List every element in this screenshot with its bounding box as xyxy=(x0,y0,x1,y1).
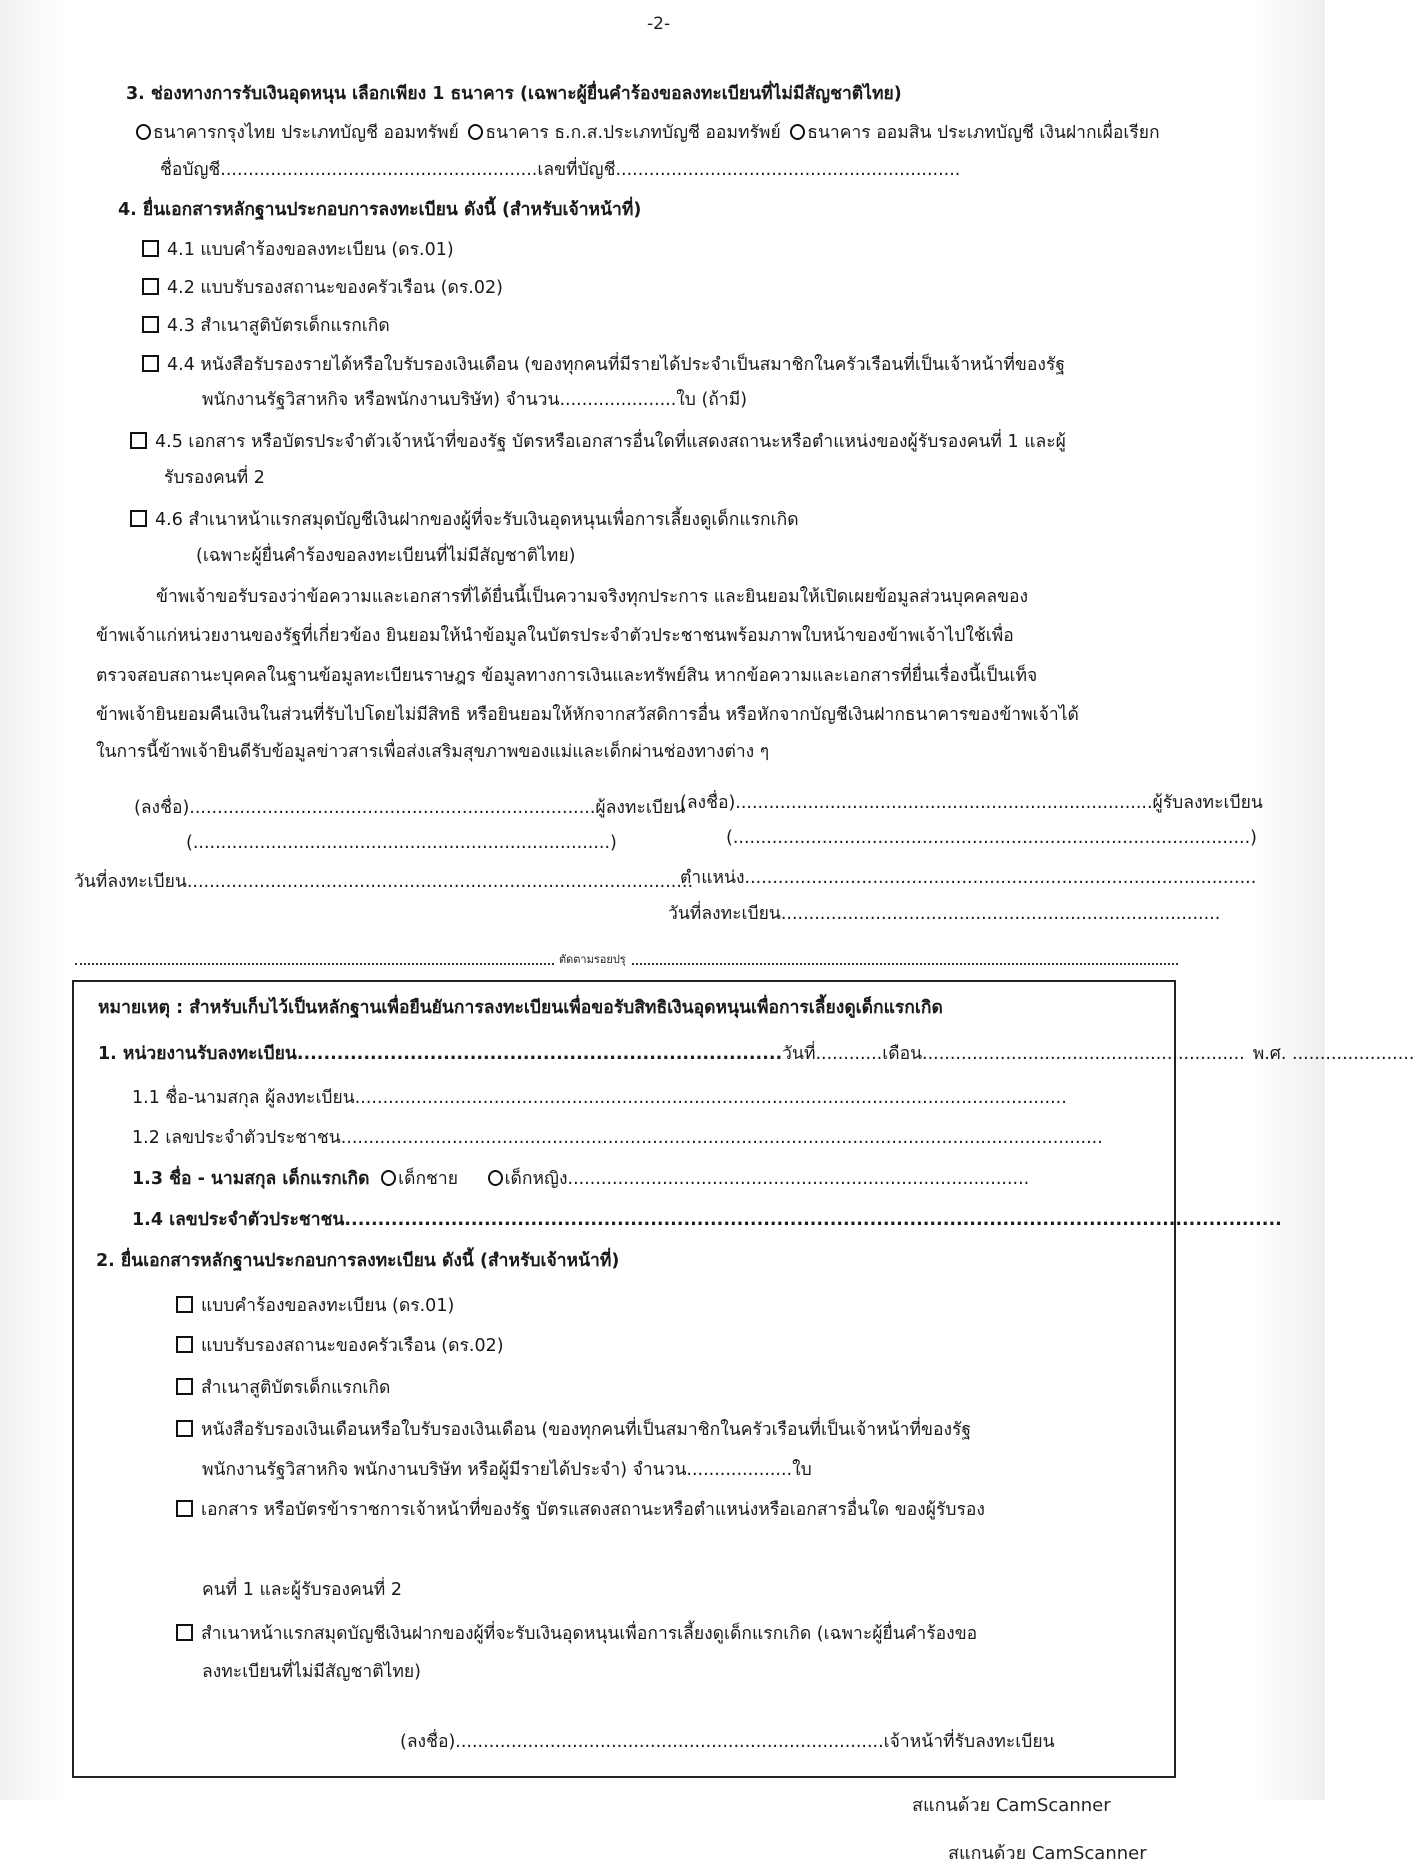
note-checkbox-2[interactable] xyxy=(176,1336,193,1353)
camscanner-watermark-1: สแกนด้วย CamScanner xyxy=(912,1795,1111,1816)
receiver-signature-line[interactable]: (ลงชื่อ)...........................................................................ผู้รับลงทะเบียน xyxy=(680,793,1263,813)
note-heading: หมายเหตุ : สำหรับเก็บไว้เป็นหลักฐานเพื่อยืนยันการลงทะเบียนเพื่อขอรับสิทธิเงินอุดหนุนเพื่อการเลี้ยงดูเด็กแรกเกิด xyxy=(98,998,943,1018)
declaration-line-2: ข้าพเจ้าแก่หน่วยงานของรัฐที่เกี่ยวข้อง ยินยอมให้นำข้อมูลในบัตรประจำตัวประชาชนพร้อมภาพใบหน้าของข้าพเจ้าไปใช้เพื่อ xyxy=(96,626,1014,646)
note-doc-5 xyxy=(176,1500,985,1520)
doc-item-4-4 xyxy=(142,355,1065,375)
note-doc-4 xyxy=(176,1420,971,1440)
note-month-field[interactable]: เดือน.......................................................... xyxy=(882,1044,1245,1064)
checkbox-4-6[interactable] xyxy=(130,510,147,527)
note-doc-6 xyxy=(176,1624,977,1644)
registrant-date-line[interactable]: วันที่ลงทะเบียน........................................................................................... xyxy=(74,872,694,892)
checkbox-4-2[interactable] xyxy=(142,278,159,295)
note-doc-1 xyxy=(176,1296,454,1316)
note-newborn-row xyxy=(132,1170,1029,1189)
note-newborn-id[interactable]: 1.4 เลขประจำตัวประชาชน............................................................................................................................................. xyxy=(132,1210,1282,1230)
note-checkbox-1[interactable] xyxy=(176,1296,193,1313)
doc-item-4-6 xyxy=(130,510,799,530)
note-doc-2 xyxy=(176,1336,504,1356)
note-docs-heading: 2. ยื่นเอกสารหลักฐานประกอบการลงทะเบียน ดังนี้ (สำหรับเจ้าหน้าที่) xyxy=(96,1251,620,1271)
note-checkbox-4[interactable] xyxy=(176,1420,193,1437)
note-doc-6-label: สำเนาหน้าแรกสมุดบัญชีเงินฝากของผู้ที่จะรับเงินอุดหนุนเพื่อการเลี้ยงดูเด็กแรกเกิด (เฉพาะผู้ยื่นคำร้องขอ xyxy=(201,1624,978,1644)
checkbox-4-4[interactable] xyxy=(142,355,159,372)
bank-option-gsb: ธนาคาร ออมสิน ประเภทบัญชี เงินฝากเผื่อเรียก xyxy=(807,123,1160,143)
scan-shadow-left xyxy=(0,0,64,1800)
radio-boy[interactable] xyxy=(381,1170,396,1186)
note-registrant-name[interactable]: 1.1 ชื่อ-นามสกุล ผู้ลงทะเบียน................................................................................................................................ xyxy=(132,1088,1067,1108)
note-year-field[interactable]: พ.ศ. ...................... xyxy=(1252,1044,1414,1064)
doc-item-4-6-label: 4.6 สำเนาหน้าแรกสมุดบัญชีเงินฝากของผู้ที่จะรับเงินอุดหนุนเพื่อการเลี้ยงดูเด็กแรกเกิด xyxy=(155,510,799,530)
officer-signature-line[interactable]: (ลงชื่อ).............................................................................เจ้าหน้าที่รับลงทะเบียน xyxy=(400,1732,1055,1752)
page-number: -2- xyxy=(647,14,671,34)
note-boy-label: เด็กชาย xyxy=(398,1169,458,1189)
checkbox-4-3[interactable] xyxy=(142,316,159,333)
registrant-signature-line[interactable]: (ลงชื่อ).........................................................................ผู้ลงทะเบียน xyxy=(134,798,686,818)
doc-item-4-1 xyxy=(142,240,454,260)
section-3-heading: 3. ช่องทางการรับเงินอุดหนุน เลือกเพียง 1 ธนาคาร (เฉพาะผู้ยื่นคำร้องขอลงทะเบียนที่ไม่มีสัญชาติไทย) xyxy=(126,84,902,104)
doc-item-4-3 xyxy=(142,316,390,336)
account-name-number-line: ชื่อบัญชี.........................................................เลขที่บัญชี.............................................................. xyxy=(160,160,961,180)
doc-item-4-5 xyxy=(130,432,1066,452)
note-doc-3 xyxy=(176,1378,390,1398)
receiver-date-line[interactable]: วันที่ลงทะเบียน............................................................................... xyxy=(668,904,1221,924)
bank-option-baac: ธนาคาร ธ.ก.ส.ประเภทบัญชี ออมทรัพย์ xyxy=(485,123,781,143)
note-doc-5-continued: คนที่ 1 และผู้รับรองคนที่ 2 xyxy=(202,1580,402,1600)
scan-shadow-right xyxy=(1255,0,1325,1800)
declaration-line-3: ตรวจสอบสถานะบุคคลในฐานข้อมูลทะเบียนราษฎร ข้อมูลทางการเงินและทรัพย์สิน หากข้อความและเอกสารที่ยื่นเรื่องนี้เป็นเท็จ xyxy=(96,666,1038,686)
doc-item-4-6-continued: (เฉพาะผู้ยื่นคำร้องขอลงทะเบียนที่ไม่มีสัญชาติไทย) xyxy=(196,546,576,566)
doc-item-4-4-label: 4.4 หนังสือรับรองรายได้หรือใบรับรองเงินเดือน (ของทุกคนที่มีรายได้ประจำเป็นสมาชิกในครัวเรือนที่เป็นเจ้าหน้าที่ของรัฐ xyxy=(167,355,1065,375)
note-checkbox-6[interactable] xyxy=(176,1624,193,1641)
note-newborn-label: 1.3 ชื่อ - นามสกุล เด็กแรกเกิด xyxy=(132,1169,370,1189)
section-4-heading: 4. ยื่นเอกสารหลักฐานประกอบการลงทะเบียน ดังนี้ (สำหรับเจ้าหน้าที่) xyxy=(118,200,642,220)
doc-item-4-1-label: 4.1 แบบคำร้องขอลงทะเบียน (ดร.01) xyxy=(167,240,454,260)
note-doc-3-label: สำเนาสูติบัตรเด็กแรกเกิด xyxy=(201,1378,391,1398)
receiver-name-line[interactable]: (.............................................................................................) xyxy=(726,828,1257,848)
declaration-line-5: ในการนี้ข้าพเจ้ายินดีรับข้อมูลข่าวสารเพื่อส่งเสริมสุขภาพของแม่และเด็กผ่านช่องทางต่าง ๆ xyxy=(96,742,770,762)
doc-item-4-5-continued: รับรองคนที่ 2 xyxy=(164,468,265,488)
checkbox-4-5[interactable] xyxy=(130,432,147,449)
note-day-field[interactable]: วันที่............ xyxy=(782,1044,883,1064)
note-doc-5-label: เอกสาร หรือบัตรข้าราชการเจ้าหน้าที่ของรัฐ บัตรแสดงสถานะหรือตำแหน่งหรือเอกสารอื่นใด ของผู้รับรอง xyxy=(201,1500,985,1520)
cut-label: ตัดตามรอยปรุ xyxy=(555,950,630,968)
radio-baac[interactable] xyxy=(468,124,483,140)
receiver-position-line[interactable]: ตำแหน่ง............................................................................................ xyxy=(680,868,1257,888)
doc-item-4-3-label: 4.3 สำเนาสูติบัตรเด็กแรกเกิด xyxy=(167,316,390,336)
doc-item-4-4-continued: พนักงานรัฐวิสาหกิจ หรือพนักงานบริษัท) จำนวน.....................ใบ (ถ้ามี) xyxy=(202,390,748,410)
bank-options-row xyxy=(136,124,1160,143)
note-checkbox-5[interactable] xyxy=(176,1500,193,1517)
note-registrant-id[interactable]: 1.2 เลขประจำตัวประชาชน......................................................................................................................................... xyxy=(132,1128,1103,1148)
camscanner-watermark-2: สแกนด้วย CamScanner xyxy=(948,1843,1147,1864)
declaration-line-1: ข้าพเจ้าขอรับรองว่าข้อความและเอกสารที่ได้ยื่นนี้เป็นความจริงทุกประการ และยินยอมให้เปิดเผยข้อมูลส่วนบุคคลของ xyxy=(156,587,1029,607)
declaration-line-4: ข้าพเจ้ายินยอมคืนเงินในส่วนที่รับไปโดยไม่มีสิทธิ หรือยินยอมให้หักจากสวัสดิการอื่น หรือหักจากบัญชีเงินฝากธนาคารของข้าพเจ้าได้ xyxy=(96,705,1079,725)
bank-option-krungthai: ธนาคารกรุงไทย ประเภทบัญชี ออมทรัพย์ xyxy=(153,123,459,143)
note-agency-line xyxy=(98,1046,1414,1064)
note-doc-2-label: แบบรับรองสถานะของครัวเรือน (ดร.02) xyxy=(201,1336,504,1356)
note-doc-6-continued: ลงทะเบียนที่ไม่มีสัญชาติไทย) xyxy=(202,1662,421,1682)
note-agency-field[interactable]: 1. หน่วยงานรับลงทะเบียน......................................................................... xyxy=(98,1044,783,1064)
radio-gsb[interactable] xyxy=(790,124,805,140)
note-girl-label: เด็กหญิง................................................................................... xyxy=(504,1169,1030,1189)
doc-item-4-5-label: 4.5 เอกสาร หรือบัตรประจำตัวเจ้าหน้าที่ของรัฐ บัตรหรือเอกสารอื่นใดที่แสดงสถานะหรือตำแหน่งของผู้รับรองคนที่ 1 และผู้ xyxy=(155,432,1066,452)
checkbox-4-1[interactable] xyxy=(142,240,159,257)
note-checkbox-3[interactable] xyxy=(176,1378,193,1395)
doc-item-4-2-label: 4.2 แบบรับรองสถานะของครัวเรือน (ดร.02) xyxy=(167,278,503,298)
registrant-name-line[interactable]: (...........................................................................) xyxy=(186,833,617,853)
note-doc-4-continued: พนักงานรัฐวิสาหกิจ พนักงานบริษัท หรือผู้มีรายได้ประจำ) จำนวน...................ใบ xyxy=(202,1460,812,1480)
radio-krungthai[interactable] xyxy=(136,124,151,140)
note-doc-4-label: หนังสือรับรองเงินเดือนหรือใบรับรองเงินเดือน (ของทุกคนที่เป็นสมาชิกในครัวเรือนที่เป็นเจ้าหน้าที่ของรัฐ xyxy=(201,1420,972,1440)
radio-girl[interactable] xyxy=(488,1170,503,1186)
doc-item-4-2 xyxy=(142,278,503,298)
note-doc-1-label: แบบคำร้องขอลงทะเบียน (ดร.01) xyxy=(201,1296,455,1316)
